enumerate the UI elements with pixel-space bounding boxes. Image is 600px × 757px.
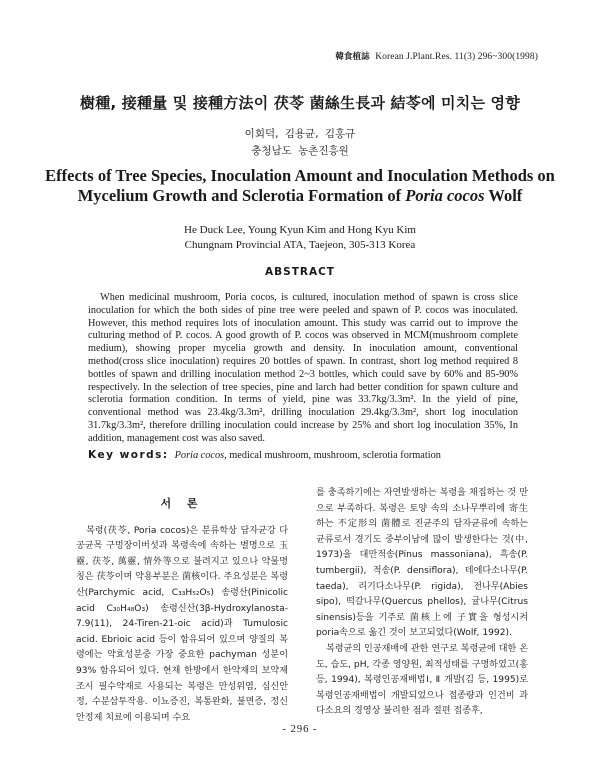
abstract-body [88,292,518,446]
keywords-line [88,449,518,461]
affiliation-korean: 충청남도 농촌진흥원 [251,145,349,157]
authors-korean: 이회덕, 김용균, 김홍규 [244,128,356,140]
abstract-heading: ABSTRACT [265,266,335,278]
title-english-part2: Wolf [484,186,523,205]
journal-header [335,50,538,62]
abstract-text: When medicinal mushroom, Poria cocos, is cultured, inoculation method of spawn is cross slice inoculation for which the both sides of pine tree were peeled and spawn of P. cocos was inoculated. However, this method requires lots of inoculation amount. This study was carrid out to improve the culturing method of P. cocos. A good growth of P. cocos was observed in MCM(mushroom complete medium), showing proper mycelia growth and density. In inoculation amount, conventional method(cross slice inoculation) requires 20 bottles of spawn. In contrast, short log method required 8 bottles of spawn and drilling inoculation method 2~3 bottles, which could save by 60% and 85-90% respectively. In the selection of tree species, pine and larch had better condition for spawn culture and sclerotia formation condition. In terms of yield, pine was 33.7kg/3.3m². In the yield of pine, conventional method was 23.4kg/3.3m², drilling inoculation 29.4kg/3.3m², short log inoculation 31.7kg/3.3m², therefore drilling inoculation could increase by 25% and short log inoculation 35%, In addition, management cost was also saved. [88,292,518,444]
page-number: - 296 - [282,724,318,735]
affiliation-english: Chungnam Provincial ATA, Taejeon, 305-313 Korea [184,239,416,251]
keywords-label: Key words: [88,449,169,461]
title-english [40,166,560,206]
authors-english: He Duck Lee, Young Kyun Kim and Hong Kyu Kim [184,224,416,236]
keywords-rest: , medical mushroom, mushroom, sclerotia formation [224,450,441,461]
intro-paragraph-left: 복령(茯苓, Poria cocos)은 분류학상 담자균강 다공균목 구멍장이버섯과 복령속에 속하는 별명으로 玉靈, 茯苓, 萬靈, 情外等으로 불려지고 있으나 약물명칭은 茯苓이며 약용부분은 菌核이다. 주요성분은 복령산(Parchymic acid, C₃₃H₅₂O₅) 송령산(Pinicolic acid C₃₀H₄₈O₃) 송령신산(3β-Hydroxylanosta-7.9(11), 24-Tiren-21-oic acid)과 Tumulosic acid. Ebrioic acid 등이 함유되어 있으며 양질의 복령에는 약효성분중 가장 중요한 pachyman 성분이 93% 함유되어 있다. 현재 한방에서 한약재의 보약제조시 필수약재로 사용되는 복령은 만성위염, 심신안정, 수분삼투작용. 이뇨증진, 복통완화, 불면증, 정신안정제 치료에 이용되며 수요 [76,525,288,723]
right-column [316,486,528,720]
intro-paragraph-right-2: 복령균의 인공재배에 관한 연구로 복령균에 대한 온도, 습도, pH, 각종 영양원, 최적성태를 구명하였고(홍 등, 1994), 복령인공재배법Ⅰ, Ⅱ 개발(김 등, 1995)로 복령인공재배법이 개발되었으나 접종량과 인건비 과다소요의 경영상 불리한 점과 절편 접종후, [316,643,528,717]
keyword-first: Poria cocos [174,450,225,461]
left-column [76,496,288,726]
journal-citation: Korean J.Plant.Res. 11(3) 296~300(1998) [375,52,538,62]
title-english-species: Poria cocos [405,186,485,205]
journal-name-ko: 韓食植誌 [335,52,370,62]
title-korean: 樹種, 接種量 및 接種方法이 茯苓 菌絲生長과 結苓에 미치는 영향 [80,94,520,112]
title-english-part1: Effects of Tree Species, Inoculation Amount and Inoculation Methods on Mycelium Growth and Sclerotia Formation of [45,166,555,205]
intro-paragraph-right-1: 를 충족하기에는 자연발생하는 복령을 채집하는 것 만으로 부족하다. 복령은 토양 속의 소나무뿌리에 寄生하는 不定形의 菌體로 진균주의 담자균류에 속하는 균류로서 경기도 중부이남에 많이 발생한다는 것(中, 1973)을 대만적송(Pinus massoniana), 흑송(P. tumbergii), 적송(P. densiflora), 테에다소나무(P. taeda), 리기다소나무(P. rigida), 전나무(Abies sipo), 떡갈나무(Quercus phellos), 귤나무(Citrus sinensis)등을 기주로 菌核上에 子實을 형성시켜 poria속으로 옮긴 것이 보고되었다(Wolf, 1992). [316,488,528,639]
intro-heading: 서 론 [160,497,204,510]
